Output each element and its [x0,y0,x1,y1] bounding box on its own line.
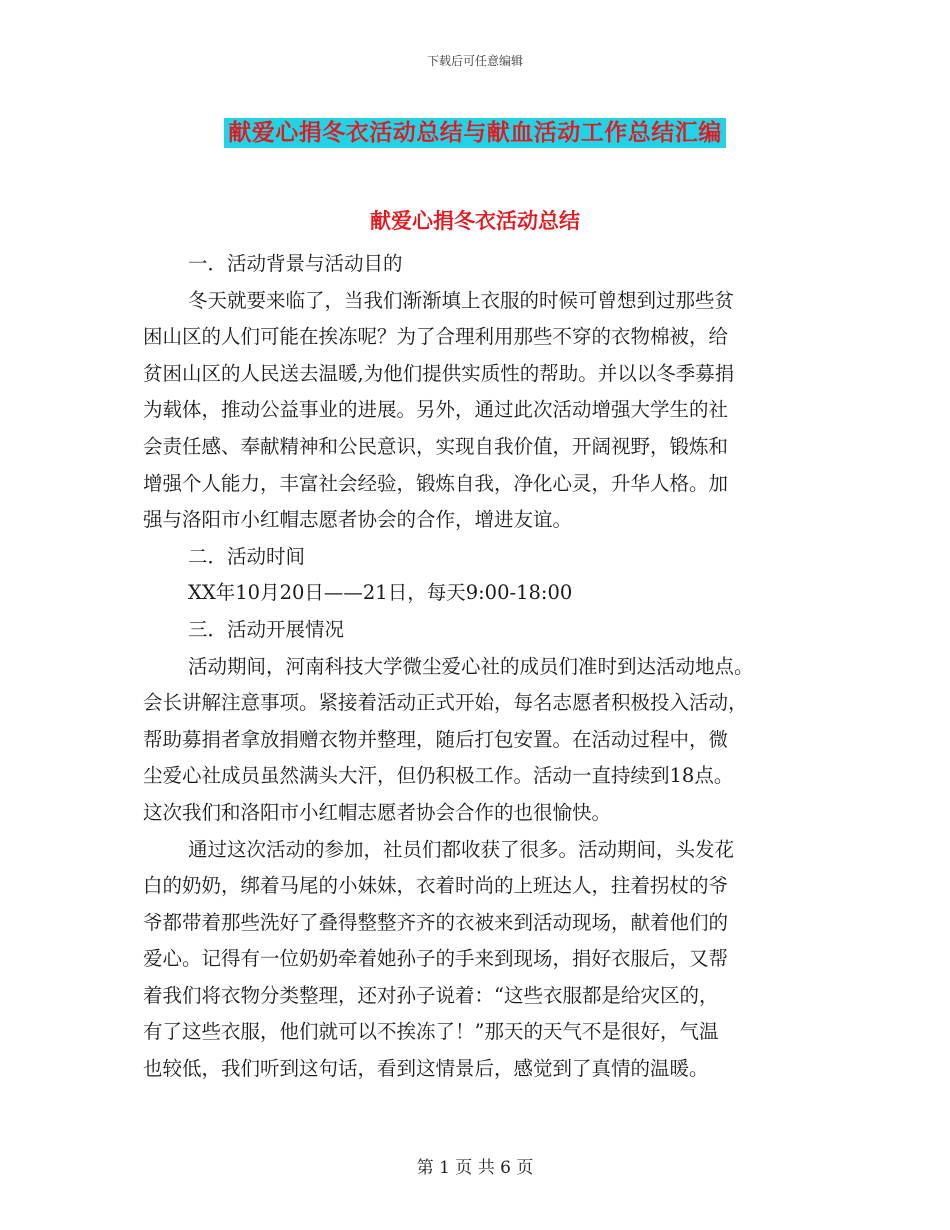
text-line: 会长讲解注意事项。紧接着活动正式开始，每名志愿者积极投入活动， [143,691,748,715]
document-title-text: 献爱心捐冬衣活动总结与献血活动工作总结汇编 [224,118,726,148]
text-line: XX年10月20日——21日，每天9:00-18:00 [188,581,573,605]
section-title: 献爱心捐冬衣活动总结 [370,209,580,233]
document-title [0,114,950,147]
page-footer: 第 1 页 共 6 页 [416,1158,534,1178]
text-line: 冬天就要来临了，当我们渐渐填上衣服的时候可曾想到过那些贫 [188,288,735,312]
text-line: 困山区的人们可能在挨冻呢？为了合理利用那些不穿的衣物棉被，给 [143,325,729,349]
header-note: 下载后可任意编辑 [426,54,523,68]
text-line: 活动期间，河南科技大学微尘爱心社的成员们准时到达活动地点。 [188,654,754,678]
text-line: 尘爱心社成员虽然满头大汗，但仍积极工作。活动一直持续到18点。 [143,764,734,788]
text-line: 也较低，我们听到这句话，看到这情景后，感觉到了真情的温暖。 [143,1057,709,1081]
text-line: 会责任感、奉献精神和公民意识，实现自我价值，开阔视野，锻炼和 [143,434,729,458]
text-line: 增强个人能力，丰富社会经验，锻炼自我，净化心灵，升华人格。加 [143,471,729,495]
text-line: 着我们将衣物分类整理，还对孙子说着：“这些衣服都是给灾区的， [143,983,719,1007]
text-line: 贫困山区的人民送去温暖,为他们提供实质性的帮助。并以以冬季募捐 [143,361,735,385]
text-line: 一．活动背景与活动目的 [188,252,403,275]
text-line: 二．活动时间 [188,544,306,568]
text-line: 爷都带着那些洗好了叠得整整齐齐的衣被来到活动现场，献着他们的 [143,910,729,934]
text-line: 强与洛阳市小红帽志愿者协会的合作，增进友谊。 [143,508,573,532]
text-line: 白的奶奶，绑着马尾的小妹妹，衣着时尚的上班达人，拄着拐杖的爷 [143,874,729,898]
text-line: 帮助募捐者拿放捐赠衣物并整理，随后打包安置。在活动过程中，微 [143,727,729,751]
text-line: 这次我们和洛阳市小红帽志愿者协会合作的也很愉快。 [143,800,612,824]
text-line: 有了这些衣服，他们就可以不挨冻了！”那天的天气不是很好，气温 [143,1020,719,1044]
text-line: 通过这次活动的参加，社员们都收获了很多。活动期间，头发花 [188,837,735,861]
text-line: 爱心。记得有一位奶奶牵着她孙子的手来到现场，捐好衣服后，又帮 [143,947,729,971]
body-text [143,246,808,1088]
text-line: 为载体，推动公益事业的进展。另外，通过此次活动增强大学生的社 [143,398,729,422]
text-line: 三．活动开展情况 [188,617,345,641]
